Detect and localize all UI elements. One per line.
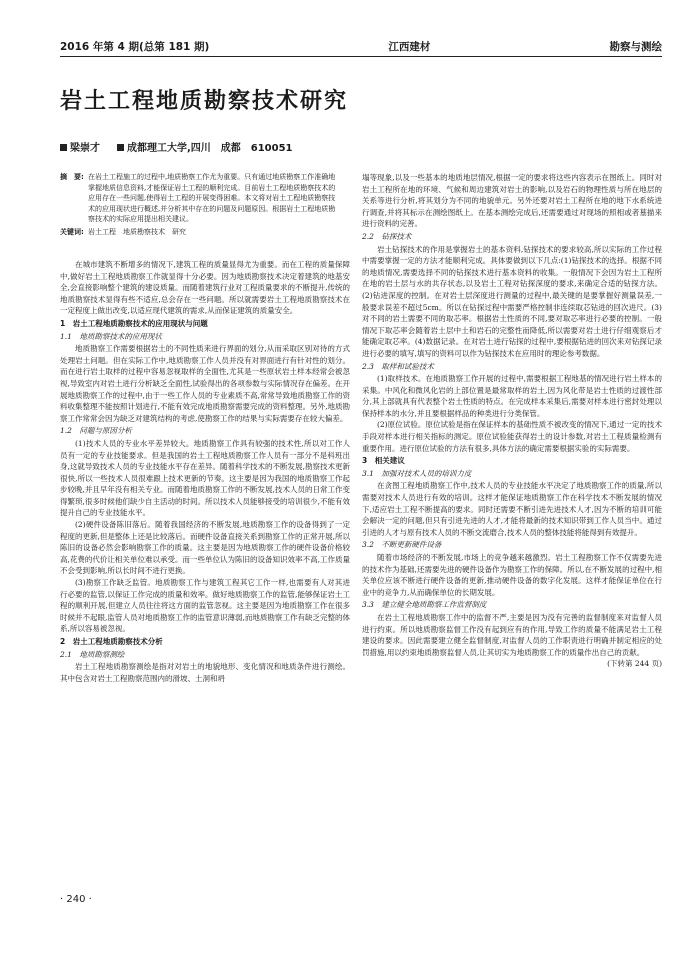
author-square-icon bbox=[60, 144, 67, 151]
page-number: · 240 · bbox=[60, 894, 92, 905]
subsection-heading: 3.1 加强对技术人员的培训力度 bbox=[362, 468, 472, 478]
header-journal: 江西建材 bbox=[388, 41, 431, 53]
paragraph: 塌等现象,以及一些基本的地质地层情况,根据一定的要求将这些内容表示在图纸上。同时对岩土工程所在地的环境、气候和周边建筑对岩土的影响,以及岩石的物理性质与所在地层的关系等进行分析,将其划分为不同的地貌单元。另外还要对岩土工程所在地的地下水系统进行调查,并将其标示在测绘图纸上。在基本测绘完成后,还需要通过对现场的照相或者墓描来进行资料的完善。 bbox=[362, 173, 662, 229]
paper-title: 岩土工程地质勘察技术研究 bbox=[60, 89, 349, 114]
paragraph: (1)取样技术。在地质勘察工作开展的过程中,需要根据工程地基的情况进行岩土样本的采集。中风化和微风化岩的上部位置是最常取样的岩土,因为风化带是岩土性质的过渡性部分,其上部就具有代表整个岩土性质的特点。在完成样本采集后,需要对样本进行密封处理以保持样本的水分,并且要根据样品的种类进行分类保管。 bbox=[362, 374, 662, 418]
paragraph: (3)勘察工作缺乏监管。地质勘察工作与建筑工程其它工作一样,也需要有人对其进行必要的监管,以保证工作完成的质量和效率。做好地质勘察工作的监管,能够保证岩土工程的顺利开展,但建立人员往往将这方面的监管忽视。这主要是因为地质勘察工作在很多时候并不起眼,监管人员对地质勘察工作的监管意识薄弱,而地质勘察工作有缺乏完整的体系,所以容易被忽视。 bbox=[60, 578, 350, 634]
right-column bbox=[362, 172, 662, 670]
paragraph: 在贪图工程地质勘察工作中,技术人员的专业技能水平决定了地质勘察工作的质量,所以需要对技术人员进行有效的培训。这样才能保证地质勘察工作在科学技术不断发展的情况下,适应岩土工程不断提高的要求。同时还需要不断引进先进技术人才,因为不断的培训可能会解决一定的问题,但只有引进先进的人才,才能将最新的技术知识带到工作人员当中。通过引进的人才与原有技术人员的不断交流磨合,技术人员的整体技能将能得到有效提升。 bbox=[362, 481, 662, 537]
abstract bbox=[60, 172, 350, 237]
paragraph: 随着市场经济的不断发展,市场上的竞争越来越激烈。岩土工程勘察工作不仅需要先进的技术作为基础,还需要先进的硬件设备作为勘察工作的保障。所以,在不断发展的过程中,相关单位应该不断进行硬件设备的更新,推动硬件设备的数字化发展。这样才能保证单位在行业中的竞争力,从而确保单位的长期发展。 bbox=[362, 553, 662, 597]
subsection-heading: 2.1 地质勘察测绘 bbox=[60, 649, 125, 659]
subsection-heading: 1.1 地质勘察技术的应用现状 bbox=[60, 331, 162, 341]
running-header bbox=[60, 38, 662, 54]
header-section: 勘察与测绘 bbox=[609, 41, 662, 53]
paragraph: (2)硬件设备陈旧落后。随着我国经济的不断发展,地质勘察工作的设备得到了一定程度的更新,但是整体上还是比较落后。而硬件设备直接关系到勘察工作的正常开展,所以陈旧的设备必然会影响勘察工作的质量。这主要是因为地质勘察工作的硬件设备价格较高,花费的代价让相关单位难以承受。而一些单位认为陈旧的设备知识效率不高,工作质量不会受到影响,所以长时间不进行更换。 bbox=[60, 520, 350, 576]
paragraph: (1)技术人员的专业水平差异较大。地质勘察工作具有较强的技术性,所以对工作人员有一定的专业技能要求。但是我国的岩土工程地质勘察工作人员有一部分不是科班出身,这就导致技术人员的专业技能水平存在差异。随着科学技术的不断发展,勘察技术更新很快,所以一些技术人员很难跟上技术更新的节奏。这主要是因为我国的地质勘察工作起步较晚,并且早年没有相关专业。而随着地质勘察工作的不断发展,技术人员的日常工作变得繁琐,很多时候他们缺少自主活动的时间。所以技术人员能够接受的培训很少,不能有效提升自己的专业技能水平。 bbox=[60, 438, 350, 518]
keywords-label: 关键词: bbox=[60, 227, 84, 236]
header-rule bbox=[60, 56, 662, 57]
subsection-heading: 1.2 问题与原因分析 bbox=[60, 426, 132, 436]
section-heading: 1 岩土工程地质勘察技术的应用现状与问题 bbox=[60, 318, 208, 328]
author-name: 梁崇才 bbox=[70, 143, 100, 154]
abstract-label: 摘 要: bbox=[60, 173, 84, 181]
paragraph: 岩土钻探技术的作用是掌握岩土的基本资料,钻探技术的要求较高,所以实际的工作过程中需要掌握一定的方法才能顺利完成。具体要做到以下几点:(1)钻探技术的选择。根据不同的地质情况,需要选择不同的钻探技术进行基本资料的收集。一般情况下会因为岩土工程所在地的岩土层与水的共存状态,以及岩土工程对钻探深度的要求,来确定合适的钻探方法。(2)钻进深度的控制。在对岩土层深度进行测量的过程中,最关键的是要掌握好测量误差,一般要求误差不超过5cm。所以在钻探过程中需要严格控制非连续取芯钻进的回次进尺。(3)对不同的岩土需要不同的取芯率。根据岩土性质的不同,要对取芯率进行必要的控制。一般情况下取芯率会随着岩土层中土和岩石的完整性而降低,所以需要对岩土进行仔细观察后才能确定取芯率。(4)数据记录。在对岩土进行钻探的过程中,要根据钻进的回次来对钻探记录进行必要的填写,填写的资料可以作为钻探技术在应用时的理论参考数据。 bbox=[362, 244, 662, 358]
paragraph: 岩土工程地质勘察测绘是指对对岩土的地貌地形、变化情况和地质条件进行测绘。其中包含对岩土工程勘察范围内的滑坡、土洞和坍 bbox=[60, 662, 350, 683]
subsection-heading: 3.3 建立健全地质勘察工作监督制度 bbox=[362, 600, 487, 610]
subsection-heading: 2.3 取样和试验技术 bbox=[362, 361, 434, 371]
continued-note: (下转第 244 页) bbox=[607, 659, 662, 669]
section-heading: 2 岩土工程地质勘察技术分析 bbox=[60, 637, 163, 646]
paragraph: 地质勘察工作需要根据岩土的不同性质来进行界面的划分,从而采取区别对待的方式处理岩土问题。但在实际工作中,地质勘察工作人员并没有对界面进行有针对性的划分。而在进行岩土取样的过程中容易忽视取样的全面性,尤其是一些原状岩土样本经常会被忽视,导致室内对岩土进行分析缺乏全面性,试验得出的各项参数与实际情况存在偏差。在开展地质勘察工作的过程中,由于一些工作人员的专业素质不高,常常导致地质勘察工作的资料收集整理不能按照计划进行,不能有效完成地质勘察需要完成的资料整理。另外,地质勘察工作常常会因为缺乏对建筑结构的考虑,使勘察工作的结果与实际需要存在较大偏差。 bbox=[60, 344, 350, 423]
section-heading: 3 相关建议 bbox=[362, 456, 405, 466]
affiliation-square-icon bbox=[117, 144, 124, 151]
paragraph: 在岩土工程地质勘察工作中的监督不严,主要是因为没有完善的监督制度来对监督人员进行约束。所以地质勘察监督工作没有起到应有的作用,导致工作的质量不能满足岩土工程建设的要求。因此需要建立健全监督制度,对监督人员的工作职责进行明确并制定相应的处罚措施,用以约束地质勘察监督人员,让其切实为地质勘察工作的质量作出自己的贡献。 bbox=[362, 612, 662, 657]
header-issue: 2016 年第 4 期(总第 181 期) bbox=[60, 41, 210, 53]
abstract-text: 在岩土工程施工的过程中,地质勘察工作尤为重要。只有通过地质勘察工作准确地掌握地质信息资料,才能保证岩土工程的顺利完成。目前岩土工程地质勘察技术的应用存在一些问题,使得岩土工程的开展变得困难。本文将对岩土工程地质勘察技术的应用现状进行概述,并分析其中存在的问题及问题原因。根据岩土工程地质勘察技术的实际应用提出相关建议。 bbox=[88, 173, 336, 223]
keywords-text: 岩土工程 地质勘察技术 研究 bbox=[88, 227, 186, 236]
subsection-heading: 3.2 不断更新硬件设备 bbox=[362, 540, 442, 550]
subsection-heading: 2.2 钻探技术 bbox=[362, 231, 412, 241]
author-line bbox=[60, 139, 293, 154]
intro-paragraph: 在城市建筑不断增多的情况下,建筑工程的质量显得尤为重要。而在工程的质量保障中,做好岩土工程地质勘察工作就显得十分必要。因为地质勘察技术决定着建筑的地基安全,会直接影响整个建筑的建设质量。而随着建筑行业对工程质量要求的不断提升,传统的地质勘察技术显得有些不适应,总会存在一些问题。所以就需要岩土工程地质勘察技术在一定程度上做出改变,以适应现代建筑的需求,从而保证建筑的质量安全。 bbox=[60, 260, 350, 316]
paragraph: (2)原位试验。原位试验是指在保证样本的基础性质不被改变的情况下,通过一定的技术手段对样本进行相关指标的测定。原位试验能获得岩土的设计参数,对岩土工程质量检测有重要作用。进行原位试验的方法有很多,具体方法的确定需要根据实验的实际需要。 bbox=[362, 420, 662, 453]
author-affiliation: 成都理工大学,四川 成都 610051 bbox=[126, 143, 293, 154]
left-column bbox=[60, 172, 350, 684]
